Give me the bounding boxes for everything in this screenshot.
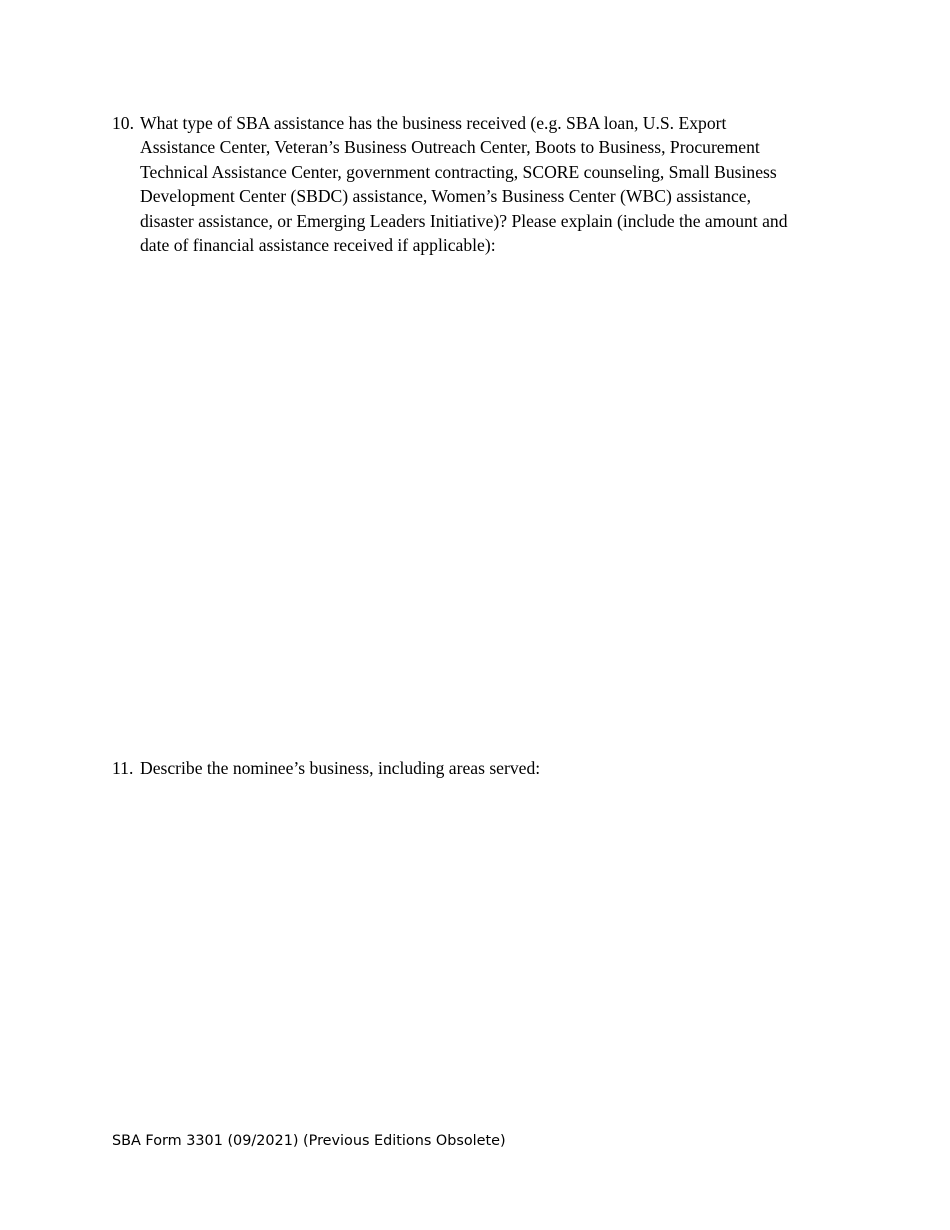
answer-area-question-11[interactable]	[140, 790, 840, 1110]
question-10	[112, 111, 842, 257]
question-11	[112, 756, 842, 780]
question-number: 11.	[112, 758, 134, 778]
question-text: Describe the nominee’s business, including areas served:	[140, 758, 541, 778]
answer-area-question-10[interactable]	[140, 270, 840, 740]
question-text: What type of SBA assistance has the business received (e.g. SBA loan, U.S. Export Assistance Center, Veteran’s Business Outreach Center, Boots to Business, Procurement Technical Assistance Center, government contracting, SCORE counseling, Small Business Development Center (SBDC) assistance, Women’s Business Center (WBC) assistance, disaster assistance, or Emerging Leaders Initiative)? Please explain (include the amount and date of financial assistance received if applicable):	[140, 113, 788, 256]
form-footer: SBA Form 3301 (09/2021) (Previous Editions Obsolete)	[112, 1133, 506, 1149]
question-number: 10.	[112, 113, 134, 133]
